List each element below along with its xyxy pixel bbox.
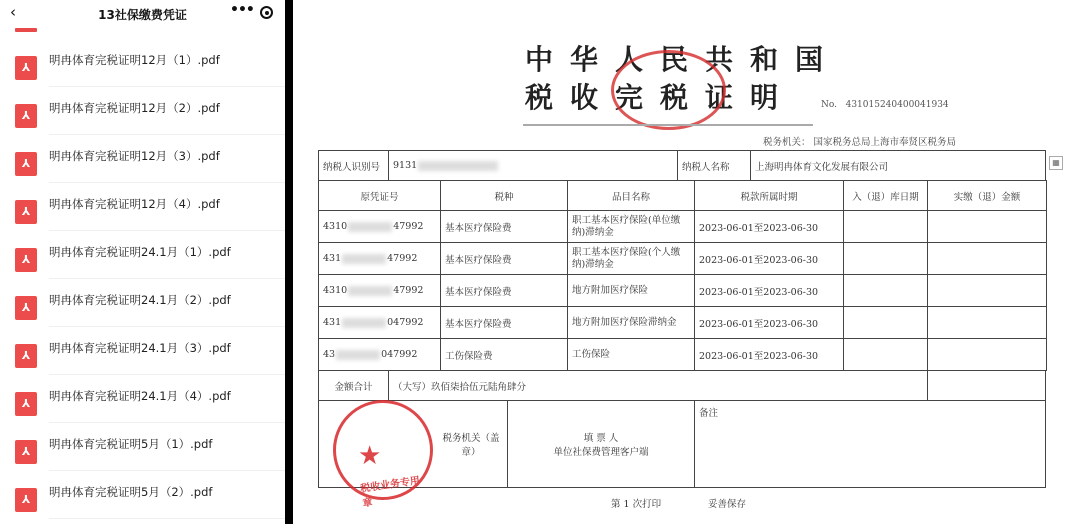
- print-count: 第 1 次打印: [611, 499, 662, 510]
- file-item[interactable]: [0, 46, 285, 94]
- tax-period: 2023-06-01至2023-06-30: [694, 242, 844, 275]
- item-name: 地方附加医疗保险: [567, 274, 695, 307]
- pdf-icon: ⅄: [15, 248, 37, 272]
- voucher-id: 4310 47992: [318, 274, 441, 307]
- voucher-id: 4310 47992: [318, 210, 441, 243]
- tax-type: 基本医疗保险费: [440, 306, 568, 339]
- divider: [285, 0, 293, 524]
- pdf-icon: ⅄: [15, 200, 37, 224]
- file-icon-partial: [15, 28, 37, 32]
- file-name: 明冉体育完税证明24.1月（3）.pdf: [49, 341, 231, 355]
- record-icon[interactable]: [260, 6, 273, 19]
- column-header: 原凭证号: [318, 180, 441, 211]
- separator: [49, 470, 285, 471]
- file-name: 明冉体育完税证明12月（3）.pdf: [49, 149, 220, 163]
- file-item[interactable]: [0, 478, 285, 524]
- file-name: 明冉体育完税证明24.1月（2）.pdf: [49, 293, 231, 307]
- pdf-icon: ⅄: [15, 104, 37, 128]
- file-item[interactable]: [0, 334, 285, 382]
- total-amount: [927, 370, 1046, 401]
- taxpayer-name-value: 上海明冉体育文化发展有限公司: [750, 150, 1046, 181]
- seal-cell: 税务机关（盖章）: [318, 400, 508, 488]
- file-name: 明冉体育完税证明12月（1）.pdf: [49, 53, 220, 67]
- storage-date: [843, 274, 928, 307]
- pdf-icon: ⅄: [15, 344, 37, 368]
- file-name: 明冉体育完税证明5月（1）.pdf: [49, 437, 213, 451]
- pdf-icon: ⅄: [15, 392, 37, 416]
- star-icon: ★: [358, 441, 382, 471]
- taxpayer-name-label: 纳税人名称: [677, 150, 751, 181]
- certificate-number: No. 431015240400041934: [821, 100, 949, 110]
- file-item[interactable]: [0, 286, 285, 334]
- file-name: 明冉体育完税证明5月（2）.pdf: [49, 485, 213, 499]
- tax-period: 2023-06-01至2023-06-30: [694, 306, 844, 339]
- file-name: 明冉体育完税证明24.1月（4）.pdf: [49, 389, 231, 403]
- nav-bar: [0, 0, 285, 26]
- separator: [49, 518, 285, 519]
- file-list-panel: [0, 0, 285, 524]
- column-header: 税种: [440, 180, 568, 211]
- tax-type: 基本医疗保险费: [440, 210, 568, 243]
- amount: [927, 306, 1047, 339]
- storage-date: [843, 210, 928, 243]
- voucher-id: 431 047992: [318, 306, 441, 339]
- storage-date: [843, 306, 928, 339]
- file-item[interactable]: [0, 238, 285, 286]
- file-item[interactable]: [0, 430, 285, 478]
- separator: [49, 182, 285, 183]
- item-name: 工伤保险: [567, 338, 695, 371]
- page-title: 13社保缴费凭证: [98, 8, 187, 22]
- file-item[interactable]: [0, 190, 285, 238]
- filler-cell: 填 票 人 单位社保费管理客户端: [507, 400, 695, 488]
- remarks-cell: 备注: [694, 400, 1046, 488]
- voucher-id: 43 047992: [318, 338, 441, 371]
- amount: [927, 210, 1047, 243]
- back-icon[interactable]: ‹: [10, 3, 16, 21]
- title-line1: 中华人民共和国: [525, 43, 841, 76]
- taxpayer-id-value: 9131: [388, 150, 678, 181]
- file-name: 明冉体育完税证明12月（2）.pdf: [49, 101, 220, 115]
- pdf-icon: ⅄: [15, 440, 37, 464]
- print-icon[interactable]: ▦: [1049, 156, 1063, 170]
- tax-type: 基本医疗保险费: [440, 242, 568, 275]
- separator: [49, 86, 285, 87]
- pdf-icon: ⅄: [15, 488, 37, 512]
- amount: [927, 338, 1047, 371]
- tax-type: 基本医疗保险费: [440, 274, 568, 307]
- file-item[interactable]: [0, 142, 285, 190]
- separator: [49, 134, 285, 135]
- tax-period: 2023-06-01至2023-06-30: [694, 338, 844, 371]
- storage-date: [843, 338, 928, 371]
- column-header: 品目名称: [567, 180, 695, 211]
- file-item[interactable]: [0, 94, 285, 142]
- tax-type: 工伤保险费: [440, 338, 568, 371]
- pdf-icon: ⅄: [15, 296, 37, 320]
- separator: [49, 374, 285, 375]
- amount: [927, 242, 1047, 275]
- column-header: 实缴（退）金额: [927, 180, 1047, 211]
- file-item[interactable]: [0, 382, 285, 430]
- total-label: 金额合计: [318, 370, 389, 401]
- more-icon[interactable]: •••: [230, 2, 254, 18]
- title-line2: 税收完税证明: [525, 81, 796, 114]
- pdf-icon: ⅄: [15, 56, 37, 80]
- tax-period: 2023-06-01至2023-06-30: [694, 210, 844, 243]
- title-underline: [523, 124, 813, 126]
- keep-note: 妥善保存: [708, 499, 747, 510]
- separator: [49, 278, 285, 279]
- separator: [49, 230, 285, 231]
- tax-authority: 税务机关： 国家税务总局上海市奉贤区税务局: [763, 137, 957, 148]
- item-name: 职工基本医疗保险(个人缴纳)滞纳金: [567, 242, 695, 275]
- voucher-id: 431 47992: [318, 242, 441, 275]
- item-name: 地方附加医疗保险滞纳金: [567, 306, 695, 339]
- separator: [49, 326, 285, 327]
- separator: [49, 422, 285, 423]
- tax-stamp: ★ 税收业务专用章: [333, 400, 433, 500]
- column-header: 入（退）库日期: [843, 180, 928, 211]
- pdf-icon: ⅄: [15, 152, 37, 176]
- column-header: 税款所属时期: [694, 180, 844, 211]
- tax-certificate: [293, 0, 1080, 524]
- tax-period: 2023-06-01至2023-06-30: [694, 274, 844, 307]
- item-name: 职工基本医疗保险(单位缴纳)滞纳金: [567, 210, 695, 243]
- taxpayer-id-label: 纳税人识别号: [318, 150, 389, 181]
- storage-date: [843, 242, 928, 275]
- file-name: 明冉体育完税证明12月（4）.pdf: [49, 197, 220, 211]
- amount: [927, 274, 1047, 307]
- supervision-seal: [611, 50, 726, 130]
- file-name: 明冉体育完税证明24.1月（1）.pdf: [49, 245, 231, 259]
- total-value: （大写）玖佰柒拾伍元陆角肆分: [388, 370, 928, 401]
